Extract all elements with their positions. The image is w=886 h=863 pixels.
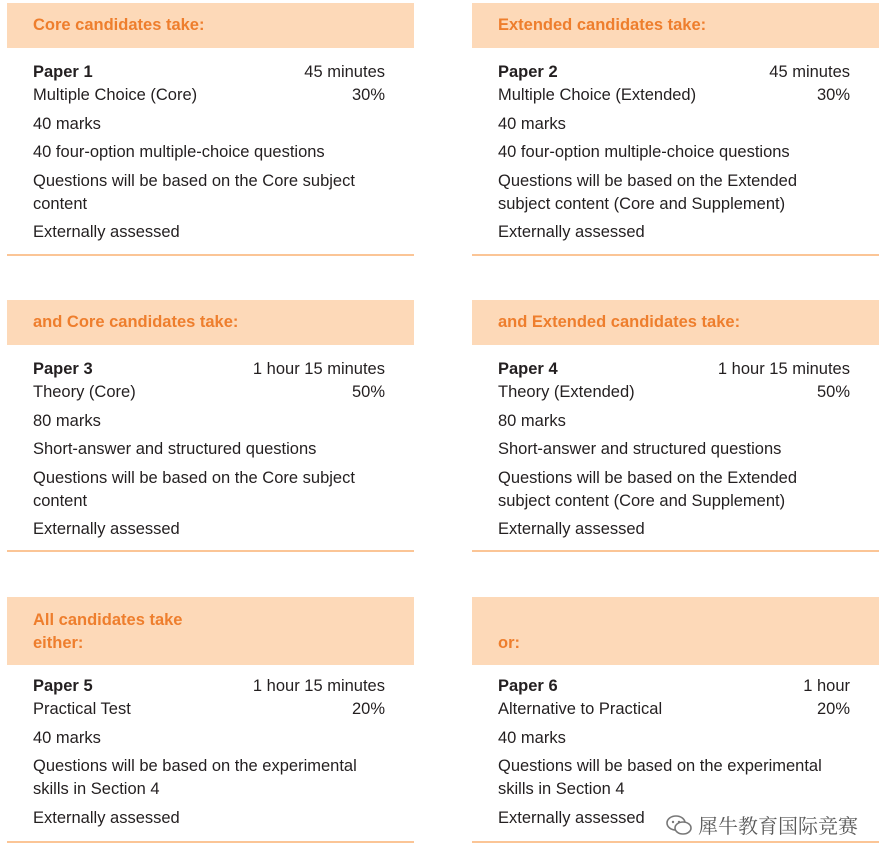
paper-duration: 1 hour 15 minutes [717,360,850,378]
paper-weight: 20% [351,700,385,718]
paper-marks: 80 marks [33,411,101,430]
card-header: and Core candidates take: [7,300,414,345]
paper-weight: 20% [816,700,850,718]
paper-duration: 1 hour [803,677,850,695]
paper-title: Paper 4 [498,360,558,378]
paper-weight: 50% [351,383,385,401]
paper-weight: 30% [351,86,385,104]
paper-content: Questions will be based on the Extended subject content (Core and Supplement) [498,171,798,213]
paper-content: Questions will be based on the experimental skills in Section 4 [498,757,822,798]
paper-content: Questions will be based on the Extended subject content (Core and Supplement) [498,468,798,510]
paper-format: 40 four-option multiple-choice questions [498,143,790,161]
card-body [7,665,414,830]
paper-4-card [472,300,879,541]
paper-marks: 40 marks [33,728,101,747]
divider [472,841,879,843]
card-header-line1: All candidates take [33,611,183,629]
paper-title: Paper 5 [33,677,93,695]
paper-title: Paper 3 [33,360,93,378]
paper-name: Alternative to Practical [498,700,663,718]
card-body [7,48,414,244]
paper-name: Multiple Choice (Core) [33,86,198,104]
watermark [666,810,858,839]
paper-weight: 50% [816,383,850,401]
paper-marks: 40 marks [498,114,566,133]
paper-title: Paper 2 [498,63,558,81]
paper-assessment: Externally assessed [33,808,180,827]
paper-assessment: Externally assessed [33,223,180,241]
paper-assessment: Externally assessed [33,520,180,538]
paper-2-card [472,3,879,244]
divider [7,254,414,256]
paper-assessment: Externally assessed [498,223,645,241]
paper-content: Questions will be based on the Core subject content [33,171,355,213]
paper-name: Multiple Choice (Extended) [498,86,697,104]
paper-title: Paper 1 [33,63,93,81]
paper-6-card [472,597,879,830]
paper-format: Short-answer and structured questions [33,440,317,458]
paper-format: 40 four-option multiple-choice questions [33,143,325,161]
paper-assessment: Externally assessed [498,520,645,538]
card-header [7,597,414,665]
paper-content: Questions will be based on the experimental skills in Section 4 [33,757,357,798]
card-body [472,345,879,541]
paper-name: Theory (Core) [33,383,136,401]
paper-content: Questions will be based on the Core subject content [33,468,355,510]
divider [7,550,414,552]
paper-5-card [7,597,414,830]
paper-3-card [7,300,414,541]
card-body [472,48,879,244]
paper-duration: 45 minutes [769,63,850,81]
card-header-line2: either: [33,634,84,652]
paper-marks: 80 marks [498,411,566,430]
card-body [472,665,879,830]
watermark-text: 犀牛教育国际竞赛 [698,814,858,838]
paper-marks: 40 marks [33,114,101,133]
divider [472,254,879,256]
wechat-icon [666,815,692,835]
card-body [7,345,414,541]
divider [472,550,879,552]
paper-name: Practical Test [33,700,131,718]
paper-format: Short-answer and structured questions [498,440,782,458]
card-header: or: [472,597,879,665]
paper-name: Theory (Extended) [498,383,635,401]
card-header: and Extended candidates take: [472,300,879,345]
paper-assessment: Externally assessed [498,808,645,827]
paper-duration: 1 hour 15 minutes [252,677,385,695]
paper-weight: 30% [816,86,850,104]
divider [7,841,414,843]
paper-duration: 1 hour 15 minutes [252,360,385,378]
paper-1-card [7,3,414,244]
paper-marks: 40 marks [498,728,566,747]
paper-duration: 45 minutes [304,63,385,81]
paper-title: Paper 6 [498,677,558,695]
card-header: Core candidates take: [7,3,414,48]
card-header: Extended candidates take: [472,3,879,48]
